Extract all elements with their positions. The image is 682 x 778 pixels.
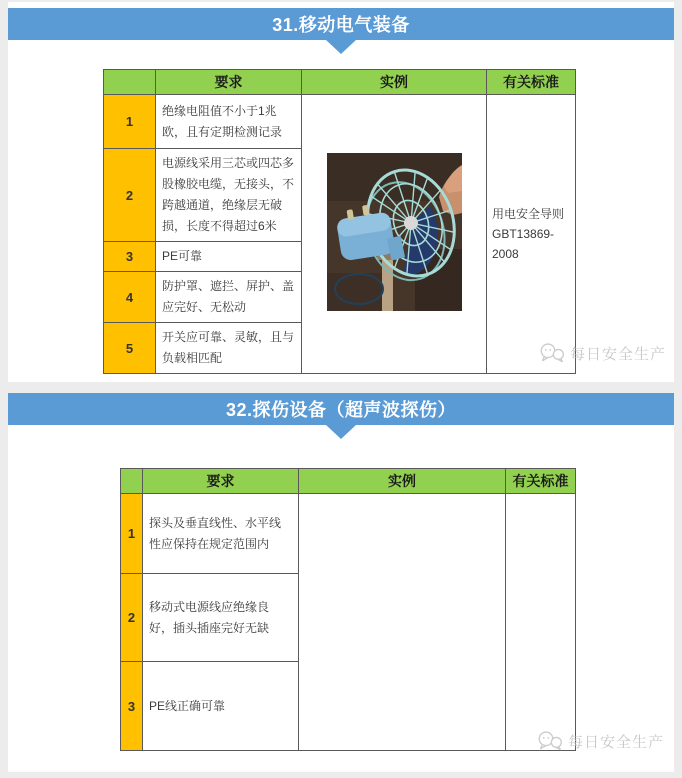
standard-line: 用电安全导则 <box>492 207 565 221</box>
table-header-row <box>121 469 576 494</box>
section-32-banner <box>8 393 674 425</box>
row-number-cell: 4 <box>104 272 156 323</box>
row-number-cell: 2 <box>121 574 143 662</box>
wechat-chat-bubbles-icon <box>539 342 566 365</box>
header-example: 实例 <box>299 469 506 494</box>
example-cell <box>302 95 487 374</box>
section-31-title: 31.移动电气装备 <box>272 15 410 35</box>
row-number-cell: 5 <box>104 323 156 374</box>
header-example: 实例 <box>302 70 487 95</box>
section-32-title: 32.探伤设备（超声波探伤） <box>225 400 457 420</box>
standard-line: 2008 <box>492 247 519 261</box>
row-number-cell: 1 <box>104 95 156 149</box>
table-row <box>121 494 576 574</box>
row-number-cell: 3 <box>104 242 156 272</box>
watermark <box>539 342 666 365</box>
standard-cell-empty <box>506 494 576 751</box>
standard-cell <box>487 95 576 374</box>
section-32-card <box>8 393 674 772</box>
requirement-cell: PE线正确可靠 <box>143 662 299 751</box>
section-31-banner <box>8 8 674 40</box>
requirement-cell: PE可靠 <box>156 242 302 272</box>
header-number-cell <box>121 469 143 494</box>
section-31-card <box>8 2 674 382</box>
banner-arrow-down-icon <box>326 40 356 54</box>
table-row <box>104 95 576 149</box>
wechat-chat-bubbles-icon <box>537 730 564 753</box>
header-standard: 有关标准 <box>506 469 576 494</box>
watermark-label: 每日安全生产 <box>567 734 664 751</box>
header-number-cell <box>104 70 156 95</box>
requirement-cell: 开关应可靠、灵敏，且与负载相匹配 <box>156 323 302 374</box>
banner-arrow-down-icon <box>326 425 356 439</box>
requirement-cell: 绝缘电阻值不小于1兆欧，且有定期检测记录 <box>156 95 302 149</box>
section-31-table <box>103 69 576 374</box>
row-number-cell: 3 <box>121 662 143 751</box>
row-number-cell: 2 <box>104 149 156 242</box>
header-standard: 有关标准 <box>487 70 576 95</box>
requirement-cell: 移动式电源线应绝缘良好，插头插座完好无缺 <box>143 574 299 662</box>
row-number-cell: 1 <box>121 494 143 574</box>
header-requirement: 要求 <box>156 70 302 95</box>
requirement-cell: 电源线采用三芯或四芯多股橡胶电缆，无接头，不跨越通道，绝缘层无破损，长度不得超过6米 <box>156 149 302 242</box>
example-cell-empty <box>299 494 506 751</box>
standard-line: GBT13869- <box>492 227 555 241</box>
requirement-cell: 防护罩、遮拦、屏护、盖应完好、无松动 <box>156 272 302 323</box>
blue-caged-electric-fan-photo <box>327 153 462 311</box>
section-32-table <box>120 468 576 751</box>
header-requirement: 要求 <box>143 469 299 494</box>
watermark-label: 每日安全生产 <box>569 346 666 363</box>
watermark <box>537 730 664 753</box>
table-header-row <box>104 70 576 95</box>
requirement-cell: 探头及垂直线性、水平线性应保持在规定范围内 <box>143 494 299 574</box>
